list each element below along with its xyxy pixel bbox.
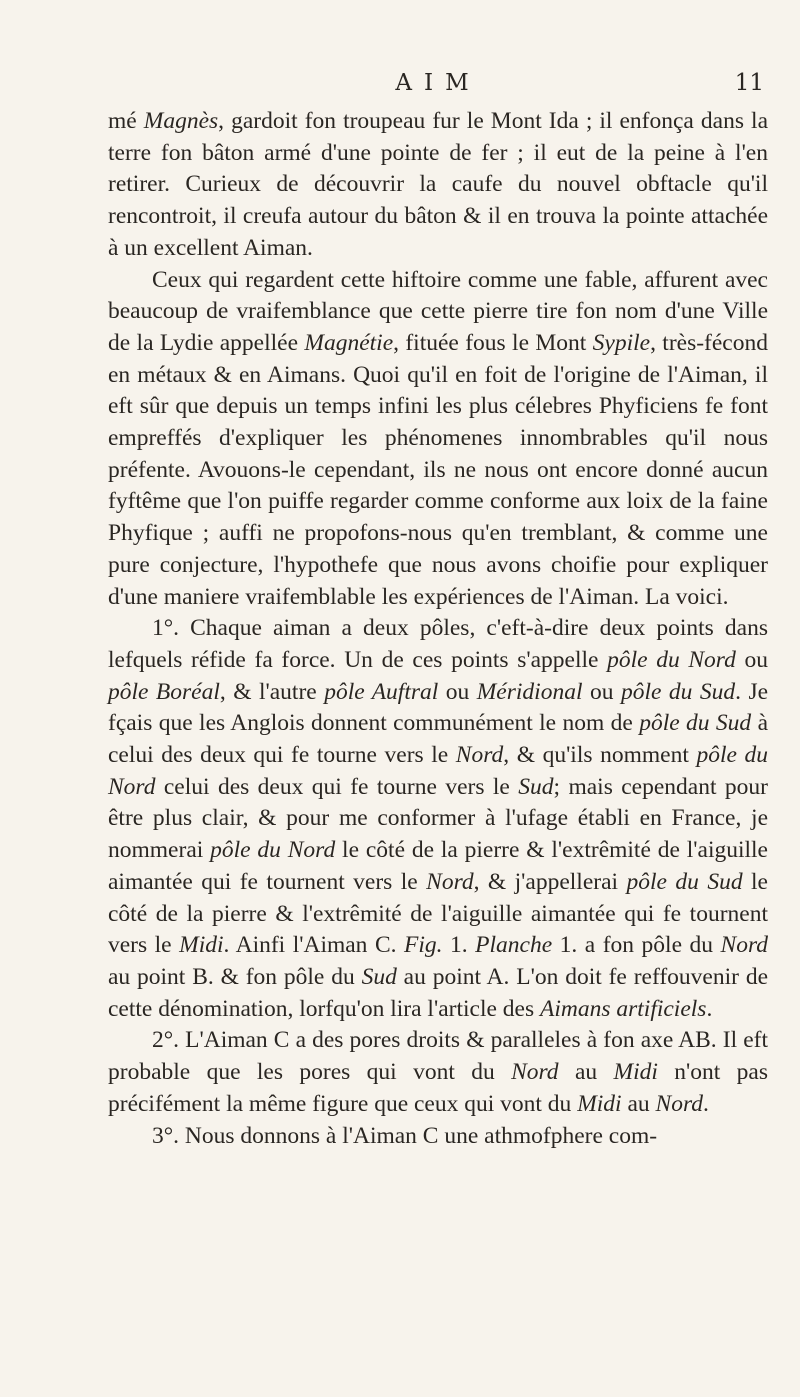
text-run: ou <box>582 678 621 705</box>
text-run: au point B. & fon pôle du <box>108 963 362 990</box>
body-text <box>108 106 768 1152</box>
text-run: , & qu'ils nomment <box>503 742 697 769</box>
text-run: au <box>621 1090 656 1117</box>
text-run: , gardoit fon troupeau fur le Mont Ida ; il enfonça dans la terre fon bâton armé d'une pointe de fer ; il eut de la peine à l'en retirer. Curieux de découvrir la caufe du nouvel obftacle qu'il rencontroit, il creufa autour du bâton & il en trouva la pointe attachée à un excellent Aiman. <box>108 108 768 261</box>
text-run: 1. a fon pôle du <box>552 932 721 959</box>
text-run: celui des deux qui fe tourne vers le <box>155 773 519 800</box>
italic-text: pôle du Nord <box>607 646 736 673</box>
text-run: le côté de la pierre & l'extrêmité de l'aiguille aimantée qui fe tournent vers le <box>108 837 768 895</box>
book-page <box>108 70 768 1152</box>
paragraph <box>108 1025 768 1120</box>
text-run: , & j'appellerai <box>473 868 627 895</box>
italic-text: pôle du Sud <box>620 678 736 705</box>
text-run: à celui des deux qui fe tourne vers le <box>108 710 768 769</box>
text-run: , fituée fous le Mont <box>393 329 593 356</box>
text-run: le côté de la pierre & l'extrêmité de l'aiguille aimantée qui fe tournent vers le <box>108 868 768 959</box>
italic-text: Midi <box>577 1090 622 1117</box>
italic-text: Nord <box>455 742 504 769</box>
italic-text: Sud <box>518 773 554 800</box>
text-run: . <box>702 1090 709 1117</box>
italic-text: Midi <box>179 932 224 959</box>
running-head-title: AIM <box>395 70 481 96</box>
text-run: ; mais cependant pour être plus clair, & pour me conformer à l'ufage établi en France, je nommerai <box>108 773 768 864</box>
italic-text: pôle du Nord <box>210 837 336 864</box>
italic-text: Fig. <box>404 932 443 959</box>
text-run: 2°. L'Aiman C a des pores droits & paralleles à fon axe AB. Il eft probable que les pores qui vont du <box>108 1027 768 1086</box>
italic-text: Magnès <box>143 108 219 134</box>
text-run: Ceux qui regardent cette hiftoire comme une fable, affurent avec beaucoup de vraifemblance que cette pierre tire fon nom d'une Ville de la Lydie appellée <box>108 266 768 356</box>
italic-text: Sud <box>361 963 397 990</box>
text-run: au <box>558 1059 614 1086</box>
text-run: . <box>706 995 713 1022</box>
italic-text: Nord <box>511 1059 559 1086</box>
text-run: ou <box>438 678 477 705</box>
italic-text: Nord <box>655 1090 703 1117</box>
text-run: 1. <box>442 932 476 959</box>
text-run: , très-fécond en métaux & en Aimans. Quoi qu'il en foit de l'origine de l'Aiman, il eft sûr que depuis un temps infini les plus célebres Phyficiens fe font empreffés d'expliquer les phénomenes innombrables qu'il nous préfente. Avouons-le cependant, ils ne nous ont encore donné aucun fyftême que l'on puiffe regarder comme conforme aux loix de la faine Phyfique ; auffi ne propofons-nous qu'en tremblant, & comme une pure conjecture, l'hypothefe que nous avons choifie pour expliquer d'une maniere vraifemblable les expériences de l'Aiman. La voici. <box>108 329 768 610</box>
text-run: 3°. Nous donnons à l'Aiman C une athmofphere com- <box>152 1122 658 1149</box>
italic-text: pôle du Sud <box>639 710 752 737</box>
italic-text: pôle Auftral <box>324 678 439 705</box>
italic-text: Méridional <box>476 678 583 705</box>
text-run: mé <box>108 108 144 134</box>
italic-text: Midi <box>613 1059 658 1086</box>
italic-text: Planche <box>475 932 553 959</box>
italic-text: pôle du Nord <box>108 742 768 800</box>
text-run: ou <box>735 646 768 673</box>
italic-text: pôle Boréal <box>108 678 220 705</box>
text-run: . Je fçais que les Anglois donnent communément le nom de <box>108 678 769 737</box>
italic-text: pôle du Sud <box>626 868 743 895</box>
paragraph <box>108 106 768 265</box>
italic-text: Sypile <box>592 329 651 356</box>
italic-text: Magnétie <box>304 329 394 356</box>
text-run: , & l'autre <box>219 678 325 705</box>
text-run: au point A. L'on doit fe reffouvenir de cette dénomination, lorfqu'on lira l'article des <box>108 963 769 1022</box>
italic-text: Aimans artificiels <box>539 995 707 1022</box>
paragraph <box>108 1121 768 1153</box>
text-run: . Ainfi l'Aiman C. <box>223 932 404 959</box>
text-run: n'ont pas précifément la même figure que ceux qui vont du <box>108 1059 768 1117</box>
paragraph <box>108 265 768 614</box>
italic-text: Nord <box>720 932 768 959</box>
italic-text: Nord <box>426 868 474 895</box>
page-number: 11 <box>734 70 764 96</box>
paragraph <box>108 613 768 1025</box>
text-run: 1°. Chaque aiman a deux pôles, c'eft-à-dire deux points dans lefquels réfide fa force. Un de ces points s'appelle <box>108 615 768 673</box>
running-head <box>108 70 768 106</box>
